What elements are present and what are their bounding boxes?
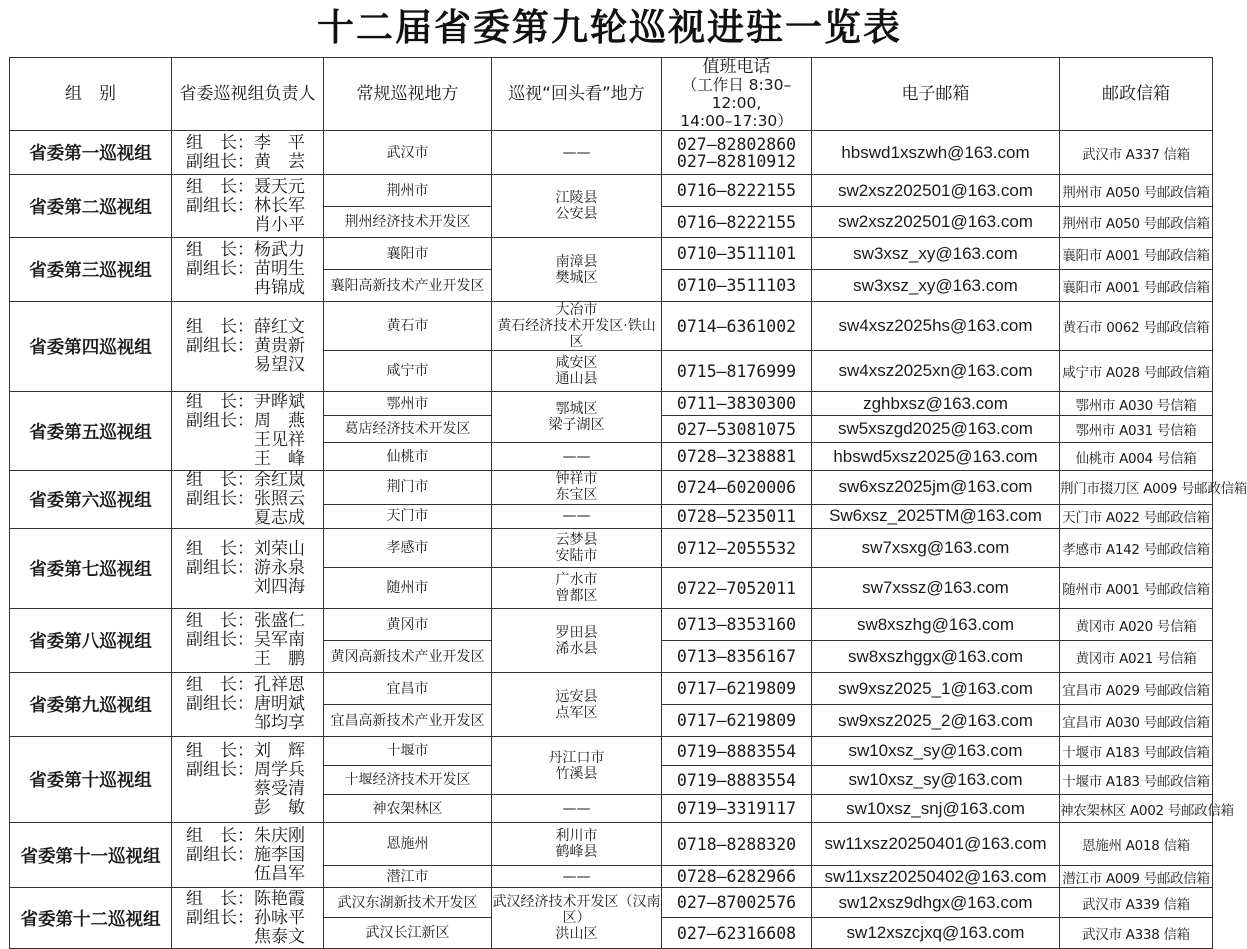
lookback-place bbox=[492, 238, 662, 302]
regular-place: 襄阳市 bbox=[324, 238, 492, 270]
duty-phone bbox=[662, 471, 812, 505]
header-email: 电子邮箱 bbox=[812, 58, 1060, 131]
regular-place: 孝感市 bbox=[324, 529, 492, 568]
leader-name: 邹均享 bbox=[186, 713, 305, 733]
regular-place: 荆门市 bbox=[324, 471, 492, 505]
leader-name: 彭 敏 bbox=[186, 797, 305, 818]
regular-place: 仙桃市 bbox=[324, 443, 492, 471]
lookback-place bbox=[492, 175, 662, 238]
phone-number: 027–62316608 bbox=[676, 923, 797, 943]
regular-place: 武汉长江新区 bbox=[324, 918, 492, 949]
email-address: sw8xszhg@163.com bbox=[812, 609, 1060, 641]
phone-number: 0719–8883554 bbox=[676, 770, 797, 790]
leader-name: 组 长：朱庆刚 bbox=[186, 825, 305, 846]
regular-place: 武汉东湖新技术开发区 bbox=[324, 888, 492, 918]
email-address: sw3xsz_xy@163.com bbox=[812, 238, 1060, 270]
table-row bbox=[10, 673, 1213, 705]
table-row bbox=[10, 609, 1213, 641]
duty-phone bbox=[662, 351, 812, 392]
group-name: 省委第五巡视组 bbox=[10, 392, 172, 471]
postbox: 十堰市 A183 号邮政信箱 bbox=[1060, 737, 1213, 766]
leader-name: 副组长：施李国 bbox=[186, 844, 305, 865]
postbox: 宜昌市 A029 号邮政信箱 bbox=[1060, 673, 1213, 705]
lookback-place bbox=[492, 504, 662, 528]
lookback-item: 广水市 bbox=[555, 572, 598, 588]
regular-place: 鄂州市 bbox=[324, 392, 492, 416]
regular-place: 咸宁市 bbox=[324, 351, 492, 392]
lookback-item: 武汉经济技术开发区（汉南区） bbox=[492, 894, 661, 926]
phone-number: 0719–8883554 bbox=[676, 741, 797, 761]
leader-name: 蔡受清 bbox=[186, 778, 305, 799]
lookback-place bbox=[492, 888, 662, 949]
leader-name: 王见祥 bbox=[186, 430, 305, 450]
inspection-table bbox=[9, 57, 1247, 949]
postbox: 武汉市 A338 信箱 bbox=[1060, 918, 1213, 949]
duty-phone bbox=[662, 131, 812, 175]
lookback-place bbox=[492, 443, 662, 471]
leader-name: 组 长：薛红文 bbox=[186, 317, 305, 337]
regular-place: 神农架林区 bbox=[324, 795, 492, 823]
duty-phone bbox=[662, 529, 812, 568]
email-address: sw4xsz2025xn@163.com bbox=[812, 351, 1060, 392]
lookback-item: 曾都区 bbox=[555, 588, 598, 604]
phone-number: 0715–8176999 bbox=[676, 361, 797, 381]
postbox: 黄冈市 A021 号信箱 bbox=[1060, 641, 1213, 673]
page-title: 十二届省委第九轮巡视进驻一览表 bbox=[317, 5, 902, 49]
table-row bbox=[10, 238, 1213, 270]
duty-phone bbox=[662, 392, 812, 416]
email-address: sw8xszhggx@163.com bbox=[812, 641, 1060, 673]
email-address: sw2xsz202501@163.com bbox=[812, 175, 1060, 207]
leader-name: 副组长：黄 芸 bbox=[186, 151, 305, 172]
email-address: sw5xszgd2025@163.com bbox=[812, 416, 1060, 443]
header-regular: 常规巡视地方 bbox=[324, 58, 492, 131]
lookback-item: —— bbox=[562, 800, 591, 817]
header-phone-line1: 值班电话 bbox=[702, 57, 771, 77]
lookback-place bbox=[492, 823, 662, 866]
phone-number: 0722–7052011 bbox=[676, 578, 797, 598]
leader-name: 刘四海 bbox=[186, 577, 305, 597]
phone-number: 0717–6219809 bbox=[676, 711, 797, 730]
leader-name: 肖小平 bbox=[186, 214, 305, 235]
lookback-item: 鹤峰县 bbox=[555, 844, 598, 860]
postbox: 武汉市 A339 信箱 bbox=[1060, 888, 1213, 918]
group-leaders bbox=[172, 673, 324, 737]
leader-name: 副组长：游永泉 bbox=[186, 558, 305, 578]
table-row bbox=[10, 471, 1213, 505]
lookback-item: 江陵县 bbox=[555, 190, 598, 206]
leader-name: 组 长：聂天元 bbox=[186, 176, 305, 197]
duty-phone bbox=[662, 568, 812, 609]
group-name: 省委第四巡视组 bbox=[10, 302, 172, 392]
duty-phone bbox=[662, 766, 812, 795]
email-address: sw7xsxg@163.com bbox=[812, 529, 1060, 568]
duty-phone bbox=[662, 238, 812, 270]
group-name: 省委第一巡视组 bbox=[10, 131, 172, 175]
duty-phone bbox=[662, 823, 812, 866]
phone-number: 027–53081075 bbox=[676, 419, 797, 439]
lookback-item: 钟祥市 bbox=[555, 471, 598, 488]
leader-name: 副组长：周 燕 bbox=[186, 411, 305, 431]
header-row bbox=[10, 58, 1213, 131]
leader-name: 副组长：周学兵 bbox=[186, 759, 305, 780]
table-row bbox=[10, 131, 1213, 175]
duty-phone bbox=[662, 866, 812, 888]
postbox: 随州市 A001 号邮政信箱 bbox=[1060, 568, 1213, 609]
email-address: Sw6xsz_2025TM@163.com bbox=[812, 504, 1060, 528]
leader-name: 组 长：余红岚 bbox=[186, 470, 305, 490]
group-name: 省委第十一巡视组 bbox=[10, 823, 172, 888]
postbox: 鄂州市 A031 号信箱 bbox=[1060, 416, 1213, 443]
group-leaders bbox=[172, 471, 324, 529]
duty-phone bbox=[662, 888, 812, 918]
regular-place: 天门市 bbox=[324, 504, 492, 528]
leader-name: 副组长：唐明斌 bbox=[186, 694, 305, 714]
lookback-item: 黄石经济技术开发区·铁山区 bbox=[497, 318, 656, 350]
group-leaders bbox=[172, 823, 324, 888]
group-name: 省委第二巡视组 bbox=[10, 175, 172, 238]
email-address: hbswd5xsz2025@163.com bbox=[812, 443, 1060, 471]
leader-name: 组 长：刘 辉 bbox=[186, 740, 305, 761]
leader-name: 组 长：张盛仁 bbox=[186, 611, 305, 631]
regular-place: 黄冈市 bbox=[324, 609, 492, 641]
header-postbox: 邮政信箱 bbox=[1060, 58, 1213, 131]
group-name: 省委第六巡视组 bbox=[10, 471, 172, 529]
duty-phone bbox=[662, 737, 812, 766]
leader-name: 组 长：陈艳霞 bbox=[186, 888, 305, 909]
leader-name: 组 长：杨武力 bbox=[186, 240, 305, 260]
duty-phone bbox=[662, 416, 812, 443]
lookback-item: 大冶市 bbox=[555, 302, 598, 318]
email-address: sw10xsz_sy@163.com bbox=[812, 737, 1060, 766]
email-address: sw6xsz2025jm@163.com bbox=[812, 471, 1060, 505]
phone-number: 0713–8356167 bbox=[676, 647, 797, 666]
regular-place: 黄石市 bbox=[324, 302, 492, 351]
group-name: 省委第七巡视组 bbox=[10, 529, 172, 609]
lookback-item: 利川市 bbox=[555, 828, 598, 844]
leader-name: 焦泰文 bbox=[186, 926, 305, 947]
email-address: sw9xsz2025_1@163.com bbox=[812, 673, 1060, 705]
lookback-item: 南漳县 bbox=[555, 253, 598, 270]
postbox: 荆州市 A050 号邮政信箱 bbox=[1060, 207, 1213, 238]
leader-name: 组 长：尹晔斌 bbox=[186, 392, 305, 412]
duty-phone bbox=[662, 918, 812, 949]
phone-number: 0719–3319117 bbox=[676, 799, 797, 818]
lookback-item: 浠水县 bbox=[555, 640, 598, 657]
group-leaders bbox=[172, 392, 324, 471]
regular-place: 宜昌市 bbox=[324, 673, 492, 705]
postbox: 咸宁市 A028 号邮政信箱 bbox=[1060, 351, 1213, 392]
leader-name: 副组长：孙咏平 bbox=[186, 907, 305, 928]
duty-phone bbox=[662, 609, 812, 641]
phone-number: 0713–8353160 bbox=[676, 615, 797, 634]
postbox: 恩施州 A018 信箱 bbox=[1060, 823, 1213, 866]
lookback-place bbox=[492, 568, 662, 609]
leader-name: 组 长：孔祥恩 bbox=[186, 675, 305, 695]
lookback-item: —— bbox=[562, 508, 591, 525]
email-address: zghbxsz@163.com bbox=[812, 392, 1060, 416]
lookback-place bbox=[492, 795, 662, 823]
duty-phone bbox=[662, 705, 812, 737]
lookback-item: 公安县 bbox=[555, 206, 598, 222]
duty-phone bbox=[662, 207, 812, 238]
postbox: 孝感市 A142 号邮政信箱 bbox=[1060, 529, 1213, 568]
lookback-place bbox=[492, 302, 662, 351]
postbox: 仙桃市 A004 号信箱 bbox=[1060, 443, 1213, 471]
group-leaders bbox=[172, 737, 324, 823]
table-row bbox=[10, 302, 1213, 351]
postbox: 宜昌市 A030 号邮政信箱 bbox=[1060, 705, 1213, 737]
lookback-item: —— bbox=[562, 868, 591, 885]
phone-number: 027–82802860 bbox=[676, 134, 797, 154]
lookback-item: —— bbox=[562, 144, 591, 161]
lookback-item: 梁子湖区 bbox=[548, 417, 605, 433]
group-leaders bbox=[172, 238, 324, 302]
leader-name: 副组长：张照云 bbox=[186, 489, 305, 509]
lookback-place bbox=[492, 351, 662, 392]
lookback-item: 罗田县 bbox=[555, 624, 598, 641]
leader-name: 组 长：刘荣山 bbox=[186, 539, 305, 559]
lookback-item: 樊城区 bbox=[555, 269, 598, 286]
postbox: 荆州市 A050 号邮政信箱 bbox=[1060, 175, 1213, 207]
email-address: sw7xssz@163.com bbox=[812, 568, 1060, 609]
duty-phone bbox=[662, 270, 812, 302]
header-phone-line2: （工作日 8:30–12:00, bbox=[681, 76, 792, 112]
regular-place: 葛店经济技术开发区 bbox=[324, 416, 492, 443]
group-leaders bbox=[172, 529, 324, 609]
phone-number: 0728–3238881 bbox=[676, 447, 797, 466]
lookback-item: 竹溪县 bbox=[555, 765, 598, 782]
header-group: 组 别 bbox=[10, 58, 172, 131]
lookback-item: 远安县 bbox=[555, 688, 598, 705]
table-row bbox=[10, 175, 1213, 207]
phone-number: 0716–8222155 bbox=[676, 212, 797, 232]
email-address: sw2xsz202501@163.com bbox=[812, 207, 1060, 238]
group-leaders bbox=[172, 888, 324, 949]
phone-number: 0714–6361002 bbox=[676, 316, 797, 336]
phone-number: 0717–6219809 bbox=[676, 679, 797, 698]
leader-name: 组 长：李 平 bbox=[186, 132, 305, 153]
leader-name: 王 峰 bbox=[186, 449, 305, 469]
phone-number: 0724–6020006 bbox=[676, 477, 797, 497]
duty-phone bbox=[662, 175, 812, 207]
duty-phone bbox=[662, 673, 812, 705]
regular-place: 潜江市 bbox=[324, 866, 492, 888]
lookback-place bbox=[492, 609, 662, 673]
leader-name: 副组长：黄贵新 bbox=[186, 336, 305, 356]
postbox: 荆门市掇刀区 A009 号邮政信箱 bbox=[1060, 471, 1213, 505]
email-address: sw9xsz2025_2@163.com bbox=[812, 705, 1060, 737]
table-row bbox=[10, 392, 1213, 416]
lookback-place bbox=[492, 392, 662, 443]
phone-number: 0711–3830300 bbox=[676, 394, 797, 413]
phone-number: 0728–5235011 bbox=[676, 506, 797, 526]
duty-phone bbox=[662, 795, 812, 823]
lookback-place bbox=[492, 737, 662, 795]
group-leaders bbox=[172, 131, 324, 175]
leader-name: 副组长：苗明生 bbox=[186, 259, 305, 279]
phone-number: 0716–8222155 bbox=[676, 181, 797, 200]
phone-number: 0710–3511103 bbox=[676, 276, 797, 295]
group-leaders bbox=[172, 609, 324, 673]
phone-number: 027–82810912 bbox=[676, 151, 797, 171]
duty-phone bbox=[662, 443, 812, 471]
regular-place: 十堰经济技术开发区 bbox=[324, 766, 492, 795]
email-address: sw12xsz9dhgx@163.com bbox=[812, 888, 1060, 918]
leader-name: 冉锦成 bbox=[186, 278, 305, 298]
regular-place: 荆州市 bbox=[324, 175, 492, 207]
regular-place: 襄阳高新技术产业开发区 bbox=[324, 270, 492, 302]
email-address: sw10xsz_sy@163.com bbox=[812, 766, 1060, 795]
email-address: hbswd1xszwh@163.com bbox=[812, 131, 1060, 175]
duty-phone bbox=[662, 302, 812, 351]
leader-name: 副组长：林长军 bbox=[186, 195, 305, 216]
lookback-place bbox=[492, 866, 662, 888]
lookback-item: 东宝区 bbox=[555, 487, 598, 504]
lookback-item: 鄂城区 bbox=[555, 401, 598, 417]
regular-place: 随州市 bbox=[324, 568, 492, 609]
postbox: 武汉市 A337 信箱 bbox=[1060, 131, 1213, 175]
duty-phone bbox=[662, 641, 812, 673]
table-row bbox=[10, 823, 1213, 866]
postbox: 十堰市 A183 号邮政信箱 bbox=[1060, 766, 1213, 795]
regular-place: 恩施州 bbox=[324, 823, 492, 866]
phone-number: 027–87002576 bbox=[676, 893, 797, 912]
group-name: 省委第八巡视组 bbox=[10, 609, 172, 673]
leader-name: 夏志成 bbox=[186, 508, 305, 528]
lookback-place bbox=[492, 131, 662, 175]
leader-name: 王 鹏 bbox=[186, 649, 305, 669]
postbox: 潜江市 A009 号邮政信箱 bbox=[1060, 866, 1213, 888]
postbox: 襄阳市 A001 号邮政信箱 bbox=[1060, 270, 1213, 302]
lookback-place bbox=[492, 673, 662, 737]
table-row bbox=[10, 529, 1213, 568]
lookback-item: 洪山区 bbox=[555, 926, 598, 942]
group-leaders bbox=[172, 302, 324, 392]
postbox: 黄冈市 A020 号信箱 bbox=[1060, 609, 1213, 641]
email-address: sw12xszcjxq@163.com bbox=[812, 918, 1060, 949]
table-row bbox=[10, 737, 1213, 766]
group-leaders bbox=[172, 175, 324, 238]
group-name: 省委第九巡视组 bbox=[10, 673, 172, 737]
lookback-item: 丹江口市 bbox=[548, 749, 605, 766]
leader-name: 副组长：吴军南 bbox=[186, 630, 305, 650]
phone-number: 0710–3511101 bbox=[676, 244, 797, 263]
email-address: sw4xsz2025hs@163.com bbox=[812, 302, 1060, 351]
lookback-item: 云梦县 bbox=[555, 532, 598, 548]
regular-place: 荆州经济技术开发区 bbox=[324, 207, 492, 238]
group-name: 省委第十二巡视组 bbox=[10, 888, 172, 949]
duty-phone bbox=[662, 504, 812, 528]
lookback-item: —— bbox=[562, 448, 591, 465]
regular-place: 黄冈高新技术产业开发区 bbox=[324, 641, 492, 673]
leader-name: 伍昌军 bbox=[186, 863, 305, 884]
postbox: 神农架林区 A002 号邮政信箱 bbox=[1060, 795, 1213, 823]
lookback-item: 安陆市 bbox=[555, 548, 598, 564]
email-address: sw11xsz20250401@163.com bbox=[812, 823, 1060, 866]
phone-number: 0712–2055532 bbox=[676, 538, 797, 558]
group-name: 省委第三巡视组 bbox=[10, 238, 172, 302]
email-address: sw10xsz_snj@163.com bbox=[812, 795, 1060, 823]
header-lookback: 巡视“回头看”地方 bbox=[492, 58, 662, 131]
lookback-place bbox=[492, 471, 662, 505]
phone-number: 0718–8288320 bbox=[676, 834, 797, 854]
email-address: sw3xsz_xy@163.com bbox=[812, 270, 1060, 302]
leader-name: 易望汉 bbox=[186, 355, 305, 375]
lookback-item: 通山县 bbox=[555, 371, 598, 387]
phone-number: 0728–6282966 bbox=[676, 867, 797, 886]
regular-place: 武汉市 bbox=[324, 131, 492, 175]
header-leaders: 省委巡视组负责人 bbox=[172, 58, 324, 131]
lookback-place bbox=[492, 529, 662, 568]
postbox: 襄阳市 A001 号邮政信箱 bbox=[1060, 238, 1213, 270]
postbox: 鄂州市 A030 号信箱 bbox=[1060, 392, 1213, 416]
group-name: 省委第十巡视组 bbox=[10, 737, 172, 823]
regular-place: 十堰市 bbox=[324, 737, 492, 766]
lookback-item: 咸安区 bbox=[555, 355, 598, 371]
email-address: sw11xsz20250402@163.com bbox=[812, 866, 1060, 888]
postbox: 天门市 A022 号邮政信箱 bbox=[1060, 504, 1213, 528]
header-phone-line3: 14:00–17:30） bbox=[680, 112, 793, 130]
lookback-item: 点军区 bbox=[555, 704, 598, 721]
regular-place: 宜昌高新技术产业开发区 bbox=[324, 705, 492, 737]
postbox: 黄石市 0062 号邮政信箱 bbox=[1060, 302, 1213, 351]
table-row bbox=[10, 888, 1213, 918]
header-phone bbox=[662, 58, 812, 131]
